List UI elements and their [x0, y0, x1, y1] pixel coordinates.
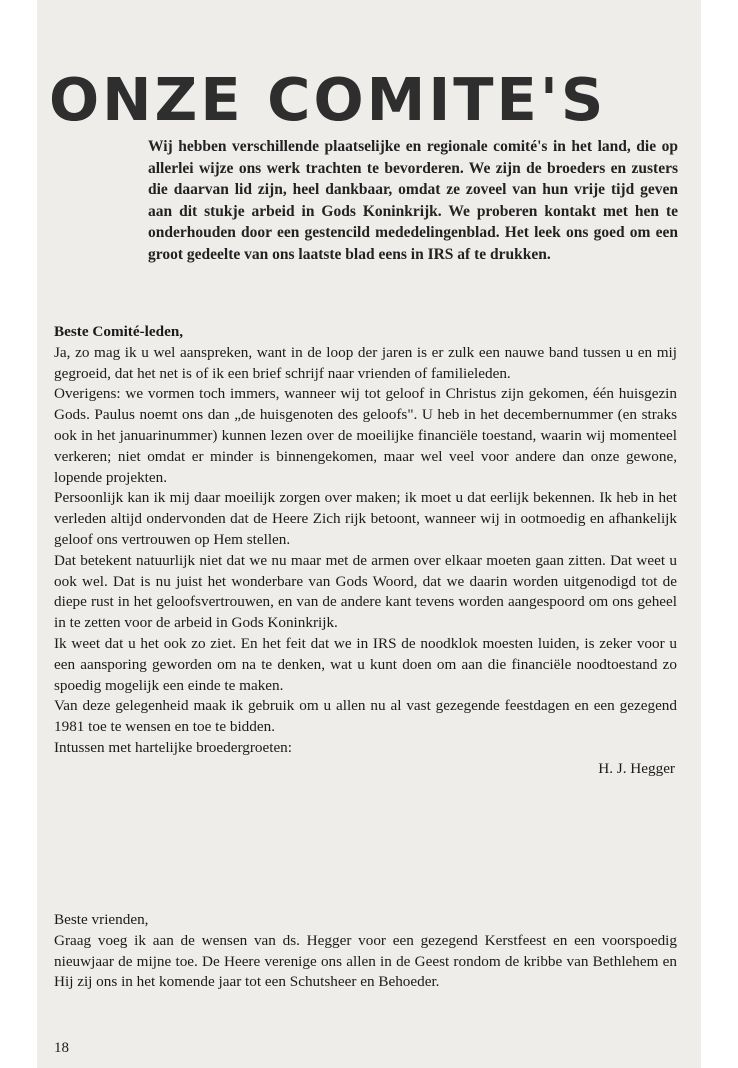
magazine-page: [37, 0, 701, 1068]
page-heading: ONZE COMITE'S: [49, 64, 607, 134]
page-number: 18: [54, 1040, 69, 1056]
letter1-paragraph: Van deze gelegenheid maak ik gebruik om u allen nu al vast gezegende feestdagen en een gezegend 1981 toe te wensen en toe te bidden.: [54, 697, 677, 736]
letter1-signature: H. J. Hegger: [598, 759, 675, 777]
letter1-paragraph: Overigens: we vormen toch immers, wanneer wij tot geloof in Christus zijn gekomen, één huisgezin Gods. Paulus noemt ons dan „de huisgenoten des geloofs". U heb in het decembernummer (en straks ook in het januarinummer) kunnen lezen over de moeilijke financiële toestand, waarin wij momenteel verkeren; niet omdat er minder is binnengekomen, maar wel veel voor andere dan onze gewone, lopende projekten.: [54, 385, 677, 486]
letter2-salutation: Beste vrienden,: [54, 911, 149, 928]
letter1-paragraph: Persoonlijk kan ik mij daar moeilijk zorgen over maken; ik moet u dat eerlijk bekennen. Ik heb in het verleden altijd ondervonden dat de Heere Zich rijk betoont, wanneer wij in ootmoedig en afhankelijk geloof ons vertrouwen op Hem stellen.: [54, 489, 677, 548]
intro-paragraph: Wij hebben verschillende plaatselijke en regionale comité's in het land, die op allerlei wijze ons werk trachten te bevorderen. We zijn de broeders en zusters die daarvan lid zijn, heel dankbaar, omdat ze zoveel van hun vrije tijd geven aan dit stukje arbeid in Gods Koninkrijk. We proberen kontakt met hen te onderhouden door een gestencild mededelingenblad. Het leek ons goed om een groot gedeelte van ons laatste blad eens in IRS af te drukken.: [148, 138, 678, 263]
letter2-paragraph: Graag voeg ik aan de wensen van ds. Hegger voor een gezegend Kerstfeest en een voorspoedig nieuwjaar de mijne toe. De Heere verenige ons allen in de Geest rondom de kribbe van Bethlehem en Hij zij ons in het komende jaar tot een Schutsheer en Behoeder.: [54, 931, 677, 991]
letter1-paragraph: Ik weet dat u het ook zo ziet. En het feit dat we in IRS de noodklok moesten luiden, is zeker voor u een aansporing geworden om na te denken, wat u kunt doen om aan die financiële noodtoestand zo spoedig mogelijk een einde te maken.: [54, 634, 677, 694]
letter1-salutation: Beste Comité-leden,: [54, 323, 184, 340]
letter-comite-leden: [54, 322, 677, 780]
letter1-paragraph: Ja, zo mag ik u wel aanspreken, want in de loop der jaren is er zulk een nauwe band tussen u en mij gegroeid, dat het net is of ik een brief schrijf naar vrienden of familieleden.: [54, 343, 677, 382]
letter1-paragraph: Dat betekent natuurlijk niet dat we nu maar met de armen over elkaar moeten gaan zitten. Dat weet u ook wel. Dat is nu juist het wonderbare van Gods Woord, dat we daarin worden uitgenodigd tot de diepe rust in het geloofsvertrouwen, en van de andere kant tevens worden aangespoord om ons geheel in te zetten voor de arbeid in Gods Koninkrijk.: [54, 551, 677, 632]
letter1-paragraph: Intussen met hartelijke broedergroeten:: [54, 738, 292, 756]
letter-vrienden: [54, 910, 677, 993]
